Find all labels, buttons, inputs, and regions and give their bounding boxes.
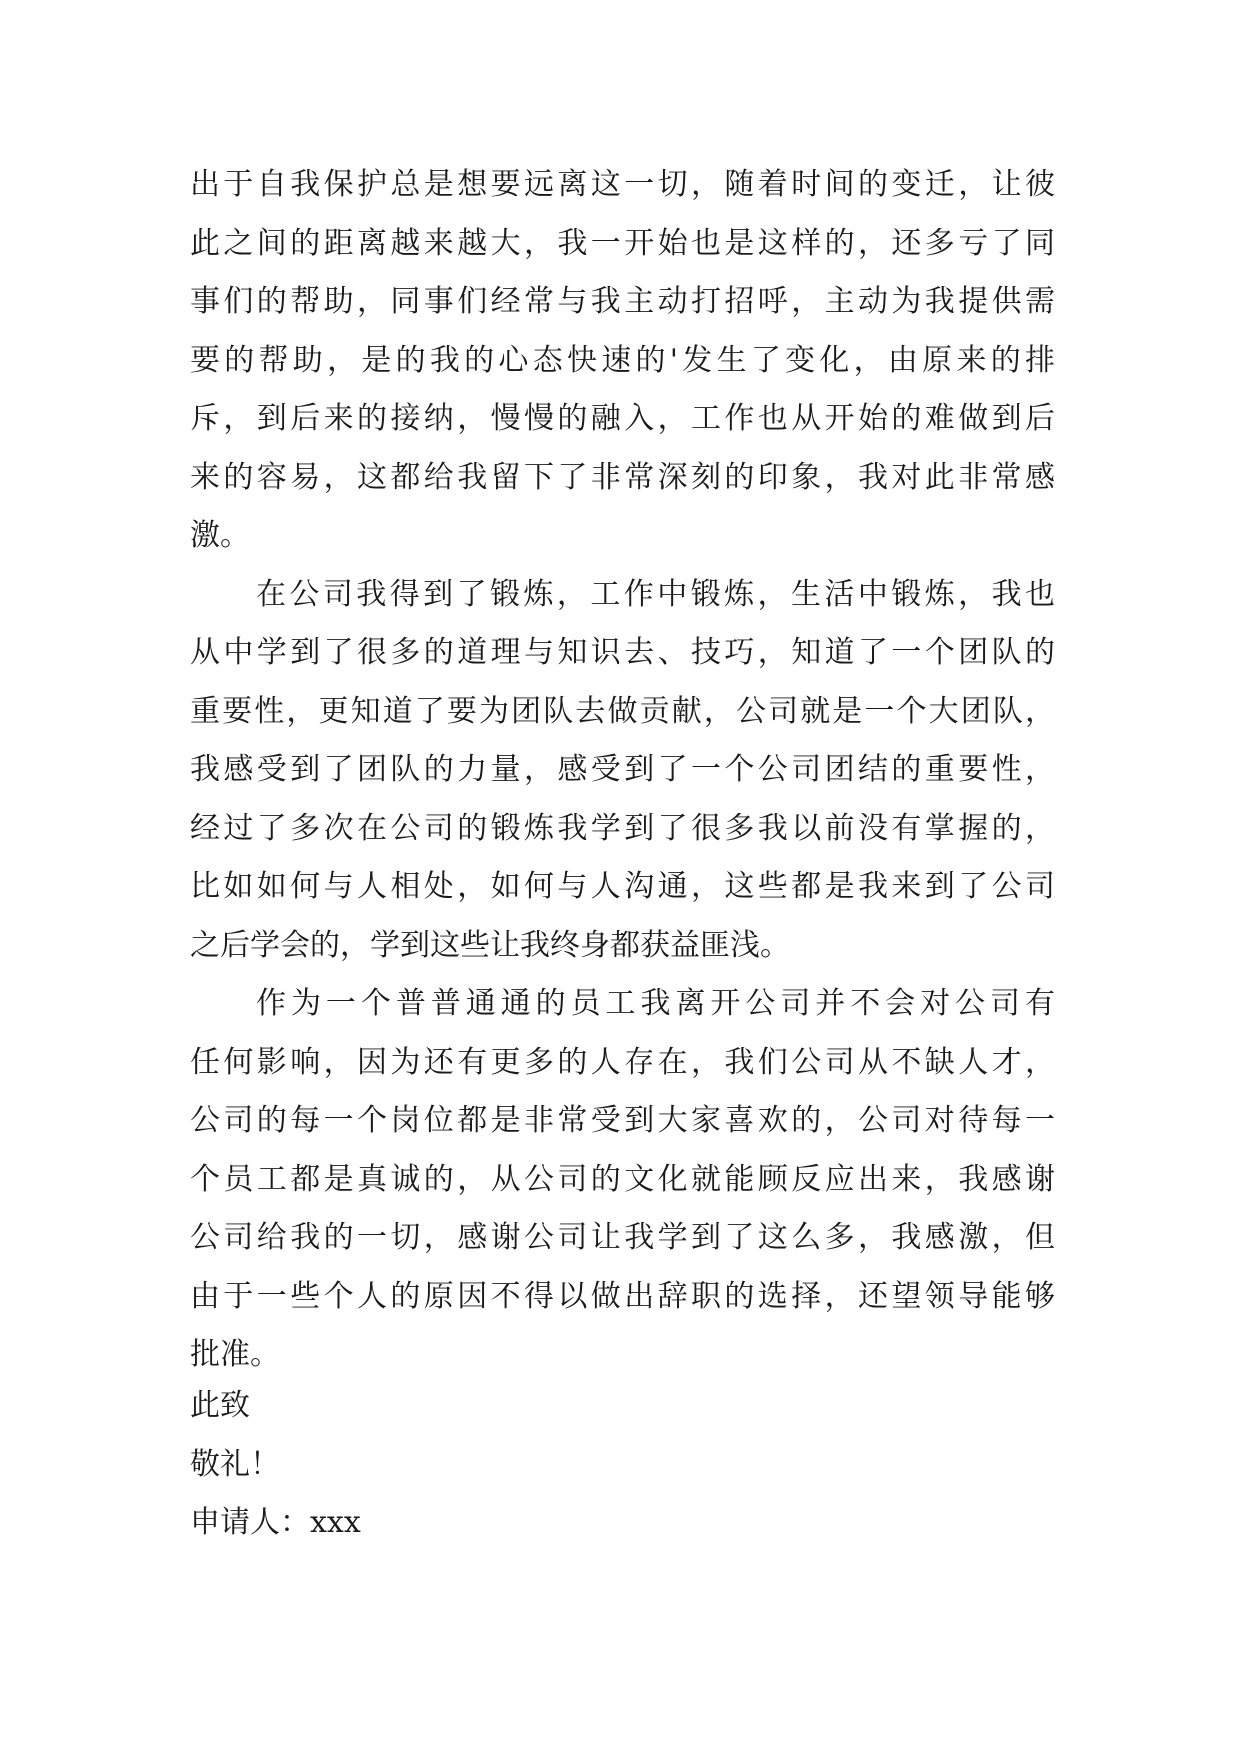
salutation: 此致 — [190, 1388, 250, 1423]
paragraph-2-line-6: 比如如何与人相处，如何与人沟通，这些都是我来到了公司 — [190, 869, 1055, 904]
paragraph-3-line-5: 公司给我的一切，感谢公司让我学到了这么多，我感激，但 — [190, 1220, 1055, 1255]
paragraph-3-line-4: 个员工都是真诚的，从公司的文化就能顾反应出来，我感谢 — [190, 1161, 1055, 1197]
paragraph-3-line-2: 任何影响，因为还有更多的人存在，我们公司从不缺人才， — [190, 1044, 1055, 1080]
paragraph-1-line-7: 激。 — [190, 518, 250, 553]
letter-body — [190, 156, 1055, 1385]
paragraph-1-line-3: 事们的帮助，同事们经常与我主动打招呼，主动为我提供需 — [190, 284, 1055, 319]
paragraph-3-line-6: 由于一些个人的原因不得以做出辞职的选择，还望领导能够 — [190, 1278, 1055, 1314]
paragraph-2-line-4: 我感受到了团队的力量，感受到了一个公司团结的重要性， — [190, 752, 1055, 787]
applicant-signature: 申请人：xxx — [190, 1505, 361, 1540]
paragraph-2-line-2: 从中学到了很多的道理与知识去、技巧，知道了一个团队的 — [190, 635, 1055, 670]
paragraph-3-line-3: 公司的每一个岗位都是非常受到大家喜欢的，公司对待每一 — [190, 1103, 1055, 1138]
paragraph-1-line-2: 此之间的距离越来越大，我一开始也是这样的，还多亏了同 — [190, 225, 1055, 261]
paragraph-3-line-1: 作为一个普普通通的员工我离开公司并不会对公司有 — [256, 986, 1055, 1021]
paragraph-2-line-7: 之后学会的，学到这些让我终身都获益匪浅。 — [190, 927, 790, 963]
paragraph-2-line-5: 经过了多次在公司的锻炼我学到了很多我以前没有掌握的， — [190, 810, 1055, 846]
paragraph-2-line-3: 重要性，更知道了要为团队去做贡献，公司就是一个大团队， — [190, 693, 1055, 729]
paragraph-3-line-7: 批准。 — [190, 1337, 280, 1372]
paragraph-1-line-1: 出于自我保护总是想要远离这一切，随着时间的变迁，让彼 — [190, 167, 1055, 202]
paragraph-1-line-5: 斥，到后来的接纳，慢慢的融入，工作也从开始的难做到后 — [190, 401, 1055, 436]
paragraph-1-line-6: 来的容易，这都给我留下了非常深刻的印象，我对此非常感 — [190, 459, 1055, 495]
paragraph-1-line-4: 要的帮助，是的我的心态快速的'发生了变化，由原来的排 — [190, 342, 1055, 378]
letter-closing — [190, 1377, 1055, 1553]
regards: 敬礼！ — [190, 1446, 280, 1482]
paragraph-2-line-1: 在公司我得到了锻炼，工作中锻炼，生活中锻炼，我也 — [256, 576, 1055, 612]
